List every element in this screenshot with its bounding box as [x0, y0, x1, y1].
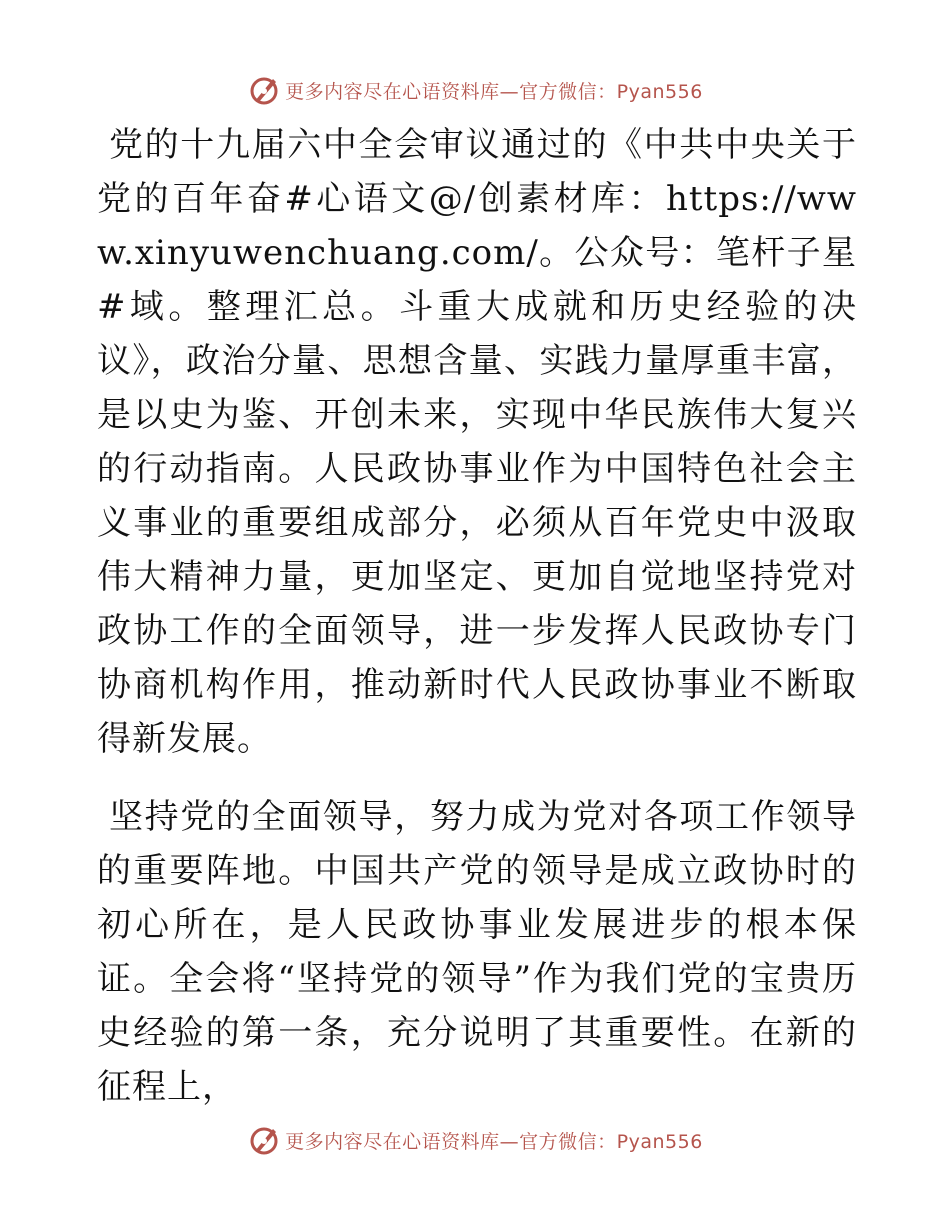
paragraph-1: 党的十九届六中全会审议通过的《中共中央关于党的百年奋#心语文@/创素材库：https://www.xinyuwenchuang.com/。公众号：笔杆子星#域。整理汇总。斗重大成就和历史经验的决议》，政治分量、思想含量、实践力量厚重丰富，是以史为鉴、开创未来，实现中华民族伟大复兴的行动指南。人民政协事业作为中国特色社会主义事业的重要组成部分，必须从百年党史中汲取伟大精神力量，更加坚定、更加自觉地坚持党对政协工作的全面领导，进一步发挥人民政协专门协商机构作用，推动新时代人民政协事业不断取得新发展。	[97, 125, 857, 759]
header-banner-text: 更多内容尽在心语资料库—官方微信：Pyan556	[285, 80, 703, 103]
paragraph-2: 坚持党的全面领导，努力成为党对各项工作领导的重要阵地。中国共产党的领导是成立政协时的初心所在，是人民政协事业发展进步的根本保证。全会将“坚持党的领导”作为我们党的宝贵历史经验的第一条，充分说明了其重要性。在新的征程上，	[97, 797, 857, 1107]
quill-ring-logo-icon	[247, 1123, 281, 1157]
header-banner	[0, 68, 950, 112]
footer-banner	[0, 1118, 950, 1162]
document-body	[97, 118, 857, 1114]
footer-banner-text: 更多内容尽在心语资料库—官方微信：Pyan556	[285, 1130, 703, 1153]
quill-ring-logo-icon	[247, 73, 281, 107]
